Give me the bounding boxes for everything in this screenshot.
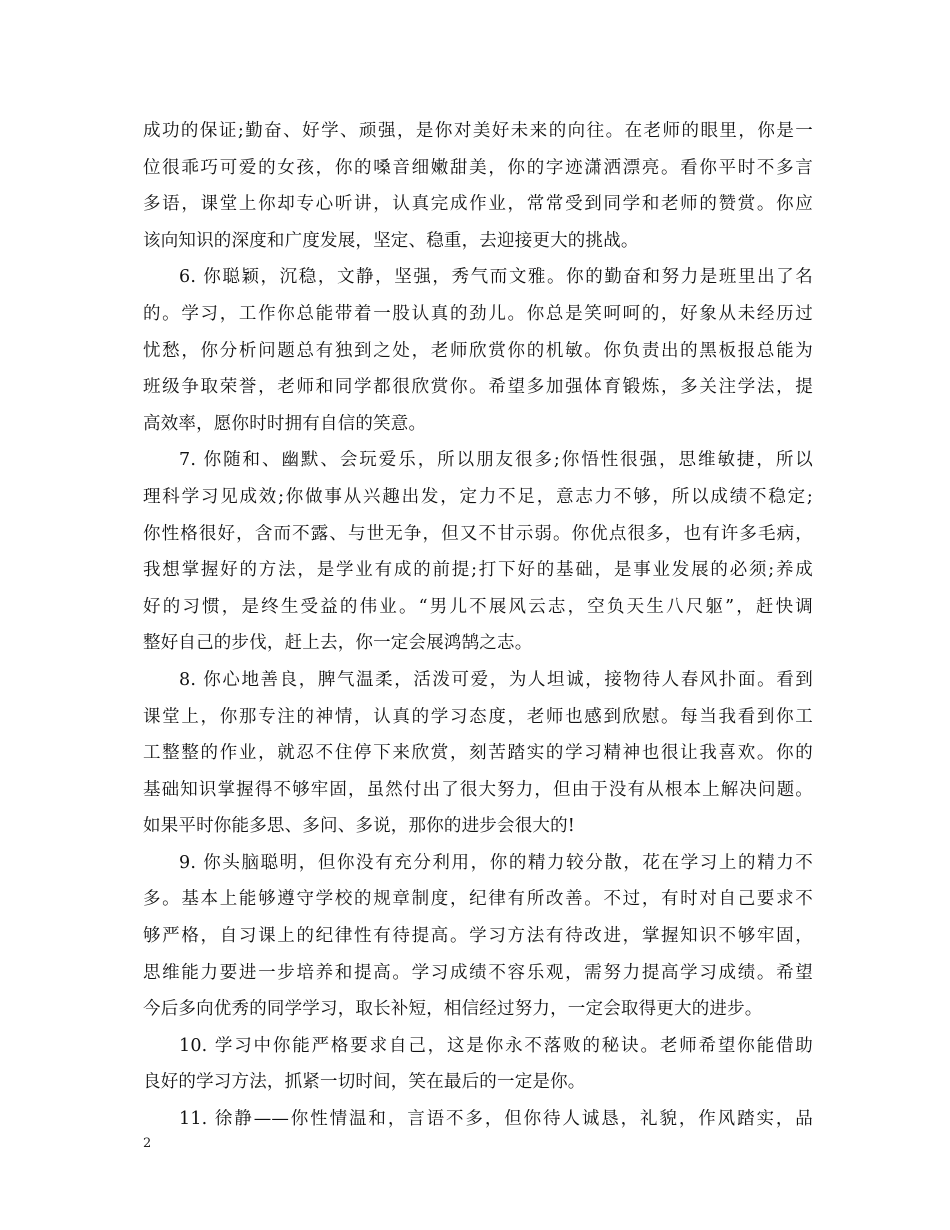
text-line: 多。基本上能够遵守学校的规章制度，纪律有所改善。不过，有时对自己要求不: [143, 889, 813, 910]
text-line: 多语，课堂上你却专心听讲，认真完成作业，常常受到同学和老师的赞赏。你应: [143, 194, 813, 215]
text-line: 9. 你头脑聪明，但你没有充分利用，你的精力较分散，花在学习上的精力不: [179, 852, 813, 873]
text-line: 整好自己的步伐，赶上去，你一定会展鸿鹄之志。: [143, 633, 533, 654]
text-line: 10. 学习中你能严格要求自己，这是你永不落败的秘诀。老师希望你能借助: [179, 1035, 813, 1056]
text-line: 忧愁，你分析问题总有独到之处，老师欣赏你的机敏。你负责出的黑板报总能为: [143, 340, 813, 361]
text-line: 高效率，愿你时时拥有自信的笑意。: [143, 413, 427, 434]
text-line: 该向知识的深度和广度发展，坚定、稳重，去迎接更大的挑战。: [143, 230, 639, 251]
text-line: 班级争取荣誉，老师和同学都很欣赏你。希望多加强体育锻炼，多关注学法，提: [143, 377, 813, 398]
text-line: 8. 你心地善良，脾气温柔，活泼可爱，为人坦诚，接物待人春风扑面。看到: [179, 669, 813, 690]
text-line: 理科学习见成效;你做事从兴趣出发，定力不足，意志力不够，所以成绩不稳定;: [143, 486, 813, 507]
text-line: 你性格很好，含而不露、与世无争，但又不甘示弱。你优点很多，也有许多毛病，: [143, 523, 813, 544]
text-line: 如果平时你能多思、多问、多说，那你的进步会很大的!: [143, 816, 576, 837]
text-line: 6. 你聪颖，沉稳，文静，坚强，秀气而文雅。你的勤奋和努力是班里出了名: [179, 267, 813, 288]
text-line: 思维能力要进一步培养和提高。学习成绩不容乐观，需努力提高学习成绩。希望: [143, 962, 813, 983]
text-line: 够严格，自习课上的纪律性有待提高。学习方法有待改进，掌握知识不够牢固，: [143, 926, 813, 947]
text-line: 位很乖巧可爱的女孩，你的嗓音细嫩甜美，你的字迹潇洒漂亮。看你平时不多言: [143, 157, 813, 178]
page-number: 2: [143, 1136, 152, 1151]
text-line: 11. 徐静——你性情温和，言语不多，但你待人诚恳，礼貌，作风踏实，品: [179, 1109, 813, 1130]
body-text: [143, 113, 813, 1138]
text-line: 工整整的作业，就忍不住停下来欣赏，刻苦踏实的学习精神也很让我喜欢。你的: [143, 743, 813, 764]
text-line: 良好的学习方法，抓紧一切时间，笑在最后的一定是你。: [143, 1072, 586, 1093]
text-line: 课堂上，你那专注的神情，认真的学习态度，老师也感到欣慰。每当我看到你工: [143, 706, 813, 727]
text-line: 基础知识掌握得不够牢固，虽然付出了很大努力，但由于没有从根本上解决问题。: [143, 779, 813, 800]
text-line: 好的习惯，是终生受益的伟业。“男儿不展风云志，空负天生八尺躯”，赶快调: [143, 596, 813, 617]
text-line: 今后多向优秀的同学学习，取长补短，相信经过努力，一定会取得更大的进步。: [143, 999, 763, 1020]
text-line: 7. 你随和、幽默、会玩爱乐，所以朋友很多;你悟性很强，思维敏捷，所以: [179, 450, 813, 471]
text-line: 我想掌握好的方法，是学业有成的前提;打下好的基础，是事业发展的必须;养成: [143, 560, 813, 581]
text-line: 的。学习，工作你总能带着一股认真的劲儿。你总是笑呵呵的，好象从未经历过: [143, 303, 813, 324]
text-line: 成功的保证;勤奋、好学、顽强，是你对美好未来的向往。在老师的眼里，你是一: [143, 121, 813, 141]
